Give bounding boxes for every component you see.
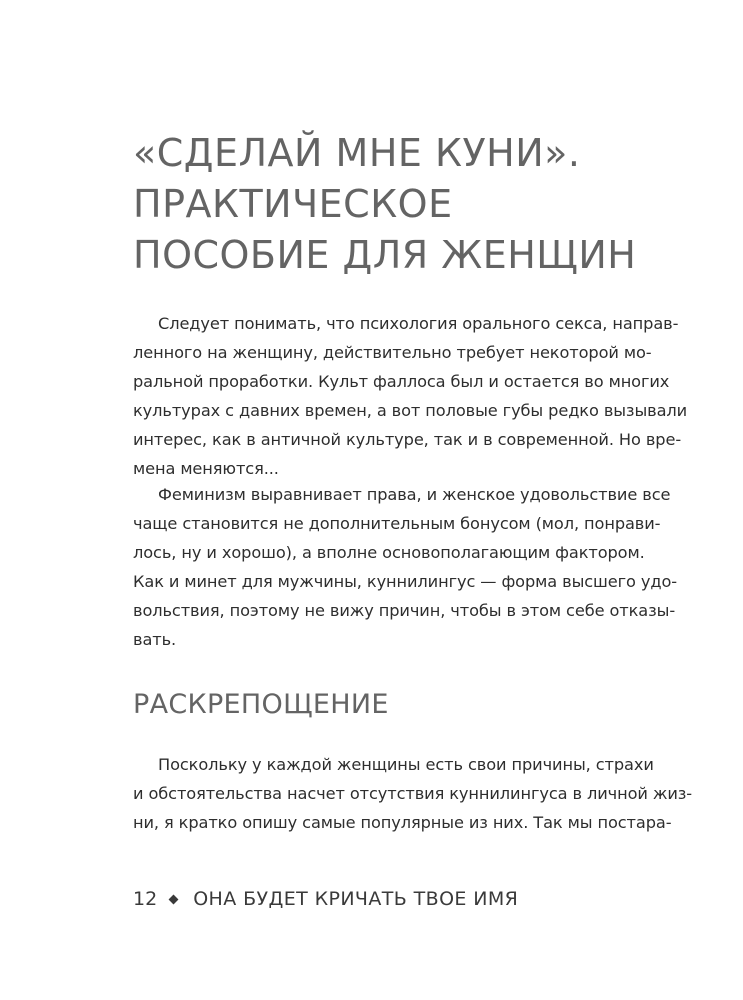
text-line: ленного на женщину, действительно требует некоторой мо- <box>133 343 652 362</box>
running-title: ОНА БУДЕТ КРИЧАТЬ ТВОЕ ИМЯ <box>193 888 519 910</box>
text-line: ральной проработки. Культ фаллоса был и остается во многих <box>133 372 670 391</box>
text-line: культурах с давних времен, а вот половые губы редко вызывали <box>133 401 688 420</box>
chapter-title-line: ПОСОБИЕ ДЛЯ ЖЕНЩИН <box>133 233 637 277</box>
paragraph-2 <box>133 480 678 654</box>
text-line: мена меняются... <box>133 459 279 478</box>
text-line: чаще становится не дополнительным бонусом (мол, понрави- <box>133 514 661 533</box>
text-line: вать. <box>133 630 177 649</box>
paragraph-3 <box>133 750 693 837</box>
text-line: и обстоятельства насчет отсутствия куннилингуса в личной жиз- <box>133 784 693 803</box>
text-line: Феминизм выравнивает права, и женское удовольствие все <box>158 485 671 504</box>
page-footer <box>133 884 518 914</box>
paragraph-1 <box>133 309 688 483</box>
page-number: 12 <box>133 888 158 910</box>
text-line: интерес, как в античной культуре, так и в современной. Но вре- <box>133 430 682 449</box>
diamond-icon <box>169 894 179 904</box>
chapter-title-line: «СДЕЛАЙ МНЕ КУНИ». <box>133 131 581 175</box>
text-line: ни, я кратко опишу самые популярные из них. Так мы постара- <box>133 813 672 832</box>
section-heading: РАСКРЕПОЩЕНИЕ <box>133 689 389 720</box>
text-line: лось, ну и хорошо), а вполне основополагающим фактором. <box>133 543 645 562</box>
text-line: Как и минет для мужчины, куннилингус — форма высшего удо- <box>133 572 678 591</box>
chapter-title-line: ПРАКТИЧЕСКОЕ <box>133 182 453 226</box>
text-line: Следует понимать, что психология орального секса, направ- <box>158 314 679 333</box>
text-line: вольствия, поэтому не вижу причин, чтобы в этом себе отказы- <box>133 601 676 620</box>
chapter-title <box>133 128 653 281</box>
text-line: Поскольку у каждой женщины есть свои причины, страхи <box>158 755 654 774</box>
